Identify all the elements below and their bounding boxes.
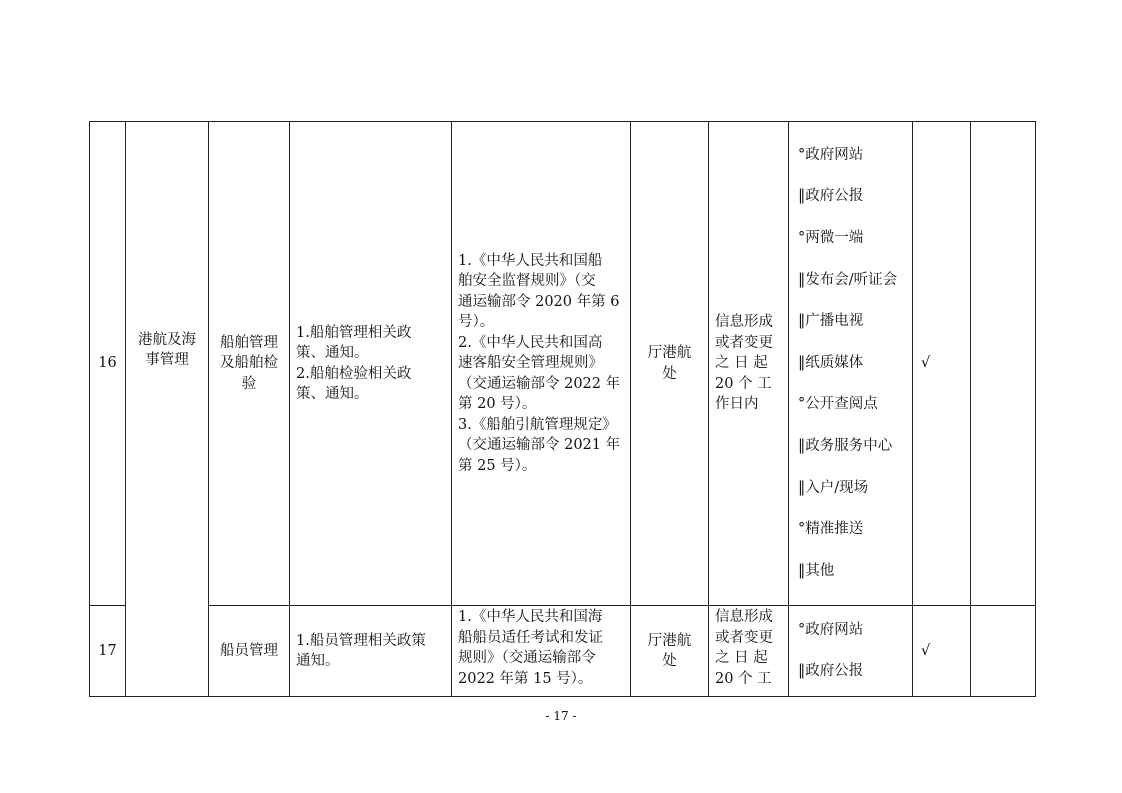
basis-line: 第 20 号）。 <box>458 396 537 413</box>
basis-line: 3.《船舶引航管理规定》 <box>458 416 617 433</box>
item-cell <box>209 606 290 697</box>
channel-list <box>798 135 912 593</box>
content-line: 1.船员管理相关政策 <box>296 632 426 649</box>
basis-line: 通运输部令 2020 年第 6 <box>458 293 620 310</box>
channel-option: ‖其他 <box>798 562 835 579</box>
basis-cell <box>452 122 631 606</box>
content-line: 策、通知。 <box>296 386 369 403</box>
content-line: 1.船舶管理相关政 <box>296 324 412 341</box>
checkmark-cell <box>913 606 971 697</box>
channel-option: ‖政府公报 <box>798 663 864 680</box>
channel-option: ‖发布会/听证会 <box>798 271 898 288</box>
channel-option: ‖广播电视 <box>798 313 864 330</box>
checkmark: √ <box>921 642 931 659</box>
time-limit-line: 之 日 起 <box>715 355 768 372</box>
department-line: 处 <box>662 653 677 670</box>
basis-cell <box>452 606 631 697</box>
time-limit-cell <box>709 606 789 697</box>
item-cell <box>209 122 290 606</box>
table-row <box>90 606 1036 697</box>
time-limit-cell <box>709 122 789 606</box>
checkmark: √ <box>921 355 931 372</box>
time-limit-line: 或者变更 <box>715 334 773 351</box>
row-number: 16 <box>98 355 117 372</box>
channel-option: °两微一端 <box>798 230 864 247</box>
category-line: 港航及海 <box>138 331 196 348</box>
department-cell <box>631 122 709 606</box>
department-line: 处 <box>662 365 677 382</box>
content-line: 通知。 <box>296 653 340 670</box>
content-cell <box>290 122 452 606</box>
basis-line: 1.《中华人民共和国船 <box>458 252 603 269</box>
basis-line: （交通运输部令 2021 年 <box>458 437 621 454</box>
time-limit-line: 作日内 <box>715 396 759 413</box>
basis-line: 1.《中华人民共和国海 <box>458 609 603 626</box>
department-cell <box>631 606 709 697</box>
row-number-cell <box>90 606 126 697</box>
row-number: 17 <box>98 642 117 659</box>
channel-list <box>798 610 912 692</box>
basis-line: 号）。 <box>458 314 495 331</box>
channel-option: °政府网站 <box>798 146 864 163</box>
channel-option: °公开查阅点 <box>798 396 878 413</box>
department-line: 厅港航 <box>647 632 692 649</box>
basis-line: 规则》（交通运输部令 <box>458 650 596 667</box>
page-number: - 17 - <box>545 709 577 723</box>
channel-cell <box>789 122 913 606</box>
channel-option: ‖入户/现场 <box>798 479 869 496</box>
time-limit-line: 或者变更 <box>715 629 773 646</box>
category-line: 事管理 <box>145 352 189 368</box>
content-cell <box>290 606 452 697</box>
basis-line: 舶安全监督规则》（交 <box>458 273 596 290</box>
department-line: 厅港航 <box>647 345 692 362</box>
row-number-cell <box>90 122 126 606</box>
content-line: 2.船舶检验相关政 <box>296 365 412 382</box>
category-cell <box>126 122 209 697</box>
time-limit-line: 之 日 起 <box>715 650 768 667</box>
item-line: 船员管理 <box>220 642 278 659</box>
channel-option: ‖政务服务中心 <box>798 437 893 454</box>
content-line: 策、通知。 <box>296 345 369 362</box>
channel-option: ‖纸质媒体 <box>798 354 864 371</box>
blank-cell <box>971 606 1036 697</box>
basis-line: 速客船安全管理规则》 <box>458 355 603 372</box>
channel-option: °精准推送 <box>798 521 864 538</box>
basis-line: 2.《中华人民共和国高 <box>458 334 603 351</box>
basis-line: 第 25 号）。 <box>458 457 537 474</box>
channel-cell <box>789 606 913 697</box>
item-line: 船舶管理 <box>220 334 278 351</box>
time-limit-line: 20 个 工 <box>715 375 772 392</box>
time-limit-line: 信息形成 <box>715 609 773 626</box>
time-limit-line: 20 个 工 <box>715 670 772 687</box>
time-limit-line: 信息形成 <box>715 314 773 331</box>
blank-cell <box>971 122 1036 606</box>
channel-option: °政府网站 <box>798 622 864 639</box>
channel-option: ‖政府公报 <box>798 188 864 205</box>
item-line: 验 <box>241 375 257 392</box>
table-row <box>90 122 1036 606</box>
basis-line: （交通运输部令 2022 年 <box>458 375 621 392</box>
checkmark-cell <box>913 122 971 606</box>
item-line: 及船舶检 <box>220 355 278 372</box>
disclosure-table <box>89 121 1036 697</box>
basis-line: 2022 年第 15 号）。 <box>458 670 593 687</box>
basis-line: 船船员适任考试和发证 <box>458 629 603 646</box>
